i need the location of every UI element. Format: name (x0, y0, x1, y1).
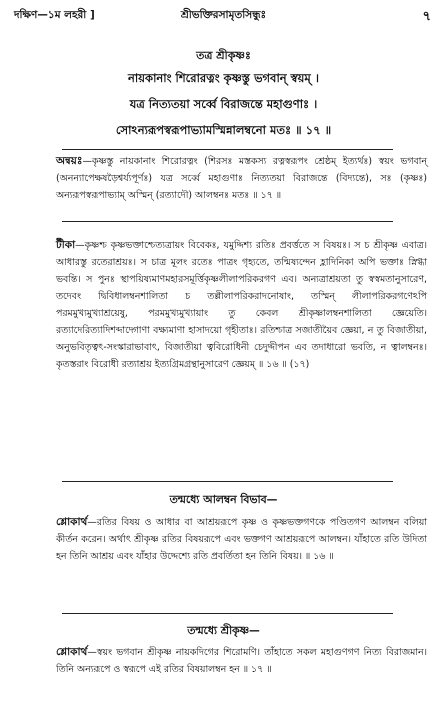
verse-line-2: যত্র নিত্যতয়া সর্ব্বে বিরাজন্তে মহাগুণাঃ । (129, 97, 318, 111)
verse-line-1: নায়কানাং শিরোরত্নং কৃষ্ণস্তু ভগবান্ স্বয়ম্ । (128, 71, 319, 85)
shlokartha-paragraph-2 (56, 644, 427, 678)
anvaya-paragraph (56, 153, 427, 204)
verse-line-3: সোঽন্যরূপস্বরূপাভ্যামস্মিন্নালম্বনো মতঃ ॥ ১৭ ॥ (115, 123, 332, 137)
section-title-shrikrishna: তন্মধ্যে শ্রীকৃষ্ণ— (187, 624, 260, 637)
tika-text: —কৃষ্ণশ্চ কৃষ্ণভক্তাশ্চেত্যত্রায়ং বিবেকঃ, যমুদ্দিশ্য রতিঃ প্রবর্ত্ততে স বিষয়ঃ। স চ শ্রীকৃষ্ণ এবাত্র। আধারস্তু রতেরাশ্রয়ঃ। স চাত্র মূলং রতেঃ পাত্রং গৃহ্যতে, তন্মিষ্যন্দেন হ্লাদিনিকা অপি ভক্তাঃ স্নিগ্ধা ভবন্তি। স পুনঃ স্থাপয়িষ্যমাণমহারসমূর্ত্তিকৃষ্ণলীলাপরিকরগণ এব। অন্যত্রাশ্রয়তা তু স্বস্বমতানুসারেণ, তদেবং দ্বিবিধালম্বনশালিতা চ তল্লীলাপরিকরাদনোষাং, তস্মিন্ লীলাপরিকরগণেঽপি পরমমুখ্যমুখ্যাশ্রয়েষু, পরমমুখ্যমুখ্যায়াং তু কেবল শ্রীকৃষ্ণালম্বনশালিতা জ্ঞেয়েতি। রত্যাদেরিত্যাদিশব্দাদ্গোণা বক্ষ্যমাণা হাসাদয়ো গৃহীতাঃ। রতিশ্চাত্র সজাতীয়ৈব জ্ঞেয়া, ন তু বিজাতীয়া, অনুভবিতৃত্বৎ-সংস্কারাভাবাৎ, বিজাতীয়া ত্ববিরোধিনী চেদুদ্দীপন এব তদাধারো ভবতি, ন ত্বালম্বনঃ। কৃতস্তরাং বিরোধী রত্যাশ্রয় ইত্যগ্রিমগ্রন্থানুসারেণ জ্ঞেয়ম্ ॥ ১৬ ॥ (১৭) (56, 240, 427, 370)
divider (62, 613, 393, 614)
header-chapter: দক্ষিণ—১ম লহরী ] (14, 9, 95, 21)
section-title-krishna: তত্র শ্রীকৃষ্ণঃ (196, 49, 251, 62)
shlokartha-paragraph-1 (56, 514, 427, 565)
anvaya-label: অন্বয়ঃ (56, 155, 83, 167)
shlokartha-text: —স্বয়ং ভগবান শ্রীকৃষ্ণ নায়কদিগের শিরোমণি। তাঁহাতে সকল মহাগুণগণ নিত্য বিরাজমান। তিনি অন্যরূপে ও স্বরূপে এই রতির বিষয়ালম্বন হন ॥ ১৭ ॥ (56, 647, 427, 675)
shlokartha-label: শ্লোকার্থ (56, 516, 88, 528)
anvaya-text: —কৃষ্ণস্তু নায়কানাং শিরোরত্নং (শিরসঃ মস্তকস্য রত্নস্বরূপং শ্রেষ্ঠম্ ইত্যর্থঃ) স্বয়ং ভগবান্ (অনন্যাপেক্ষষড়ৈশ্বর্য্যপূর্ণঃ) যত্র সর্ব্বে মহাগুণাঃ নিত্যতয়া বিরাজন্তে (বিদ্যন্তে), সঃ (কৃষ্ণঃ) অন্যরূপস্বরূপাভ্যাম্ অস্মিন্ (রত্যাদৌ) আলম্বনঃ মতঃ ॥ ১৭ ॥ (56, 156, 427, 201)
divider (62, 221, 393, 222)
page-number: ৭ (422, 9, 431, 24)
shlokartha-text: —রতির বিষয় ও আধার বা আশ্রয়রূপে কৃষ্ণ ও কৃষ্ণভক্তগণকে পণ্ডিতগণ আলম্বন বলিয়া কীর্তন করেন। অর্থাৎ শ্রীকৃষ্ণ রতির বিষয়রূপে এবং ভক্তগণ আশ্রয়রূপে আলম্বন। যাঁহাতে রতি উদিতা হন তিনি আশ্রয় এবং যাঁহার উদ্দেশ্যে রতি প্রবর্তিতা হন তিনি বিষয়। ॥ ১৬ ॥ (56, 517, 427, 562)
tika-label: টীকা (56, 239, 76, 251)
shlokartha-label: শ্লোকার্থ (56, 646, 88, 658)
divider (62, 481, 393, 482)
tika-paragraph (56, 237, 427, 373)
divider (62, 149, 393, 150)
running-header (14, 8, 433, 26)
header-book-title: শ্রীভক্তিরসামৃতসিন্ধুঃ (180, 9, 267, 21)
section-title-alambana: তন্মধ্যে আলম্বন বিভাব— (169, 493, 278, 506)
